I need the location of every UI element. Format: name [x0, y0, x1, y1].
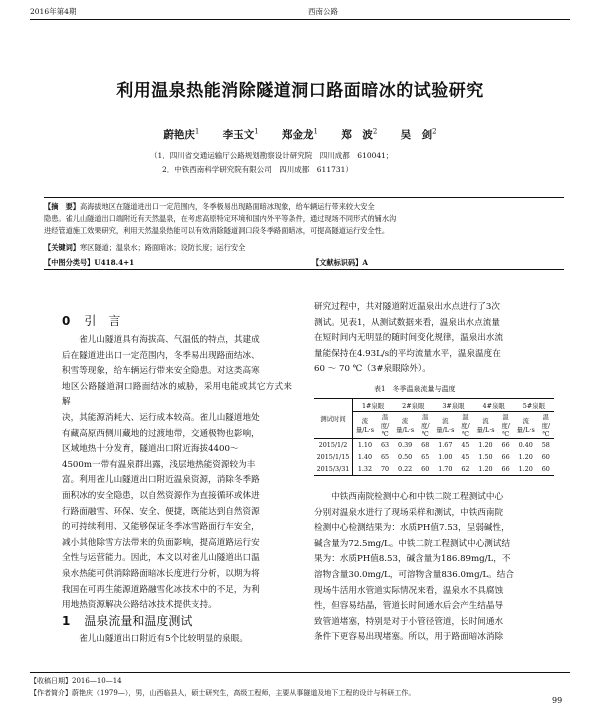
- table-header: 5#泉眼: [522, 401, 545, 410]
- section-heading: 0 引 言: [62, 314, 121, 328]
- author: 郑 波$^2$: [341, 127, 378, 141]
- table-row: 2015/3/31 1.32 70 0.22 60 1.70 62 1.20 66 1.20 60: [314, 463, 554, 476]
- table-header: 3#泉眼: [442, 401, 465, 410]
- abstract: [44, 201, 564, 237]
- data-table: [314, 398, 554, 476]
- abstract-line: 进经管道施工效果研究，利用天然温泉热能可以有效消除隧道洞口段冬季路面暗冰，可提高隧道运行安全性。: [44, 226, 390, 235]
- table-header: 2#泉眼: [402, 401, 425, 410]
- sub-header: 温度/℃: [420, 413, 430, 438]
- section-heading: 1 温泉流量和温度测试: [62, 614, 193, 628]
- classification-row: [44, 258, 564, 268]
- doc-code-label: 【文献标识码】: [312, 258, 363, 267]
- right-paragraph-top: 研究过程中，共对隧道附近温泉出水点进行了3次 测试。见表1，从测试数据来看，温泉出水点流量 在短时间内无明显的随时间变化规律，温泉出水流 量能保持在4.93L/s的平均流量水平，温泉温度在 60 ～ 70 ℃（3#泉眼除外）。: [314, 302, 504, 375]
- running-header: [30, 6, 570, 20]
- sub-header: 流量/L·s: [355, 417, 374, 434]
- sub-header: 流量/L·s: [516, 417, 535, 434]
- sub-header: 流量/L·s: [436, 417, 455, 434]
- footnote-rule: [30, 672, 570, 673]
- header-rule: [30, 19, 570, 20]
- keywords: [44, 243, 564, 253]
- right-paragraph-bottom: 中铁西南院检测中心和中铁二院工程测试中心 分别对温泉水进行了现场采样和测试，中铁西南院 检测中心检测结果为：水质PH值7.53，呈弱碱性， 碱含量为72.5mg/L。中铁二院工程测试中心测试结 果为：水质PH值8.53，碱含量为186.89mg/L，不 溶物含量30.0mg/L，可溶物含量836.0mg/L。结合 现场牛活用水管道实际情况来看，温泉水不具腐蚀 性，但容易结晶，管道长时间通水后会产生结晶导 致管道堵塞，特别是对于小管径管道，长时间通水 条件下更容易出现堵塞。所以，用于路面暗冰消除: [314, 492, 514, 643]
- abstract-rule-bottom: [44, 269, 564, 270]
- sub-header: 温度/℃: [461, 413, 470, 438]
- intro-paragraph: 雀儿山隧道具有海拔高、气温低的特点，其建成 后在隧道进出口一定范围内，冬季易出现路面结冰、 积雪等现象，给车辆运行带来安全隐患。对这类高寒 地区公路隧道洞口路面结冰的威胁，采用电能或其它方式来解 决，其能源消耗大、运行成本较高。雀儿山隧道地处 有藏高原西侧川藏地的过渡地带，交通极物也影响， 区域地热十分发育，隧道出口附近海拔4400～ 4500m一带有温泉群出露，浅层地热能资源较为丰 富。利用雀儿山隧道出口附近温泉资源，消除冬季路 面积冰的安全隐患，以自然资源作为直接循环或体进 行路面融雪、环保、安全、便捷，既能达到自然资源 的可持续利用、又能够保证冬季冰雪路面行车安全， 减小其他除雪方法带来的负面影响，提高道路运行安 全性与运营能力。因此，本文以对雀儿山隧道出口温 泉水热能可供消除路面暗冰长度进行分析，以期为将 我国在可再生能源道路融雪化冰技术中的不足，为利 用地热资源解决公路结冰技术提供支持。: [62, 335, 292, 611]
- author: 郑金龙$^1$: [282, 127, 318, 141]
- author-bio: 【作者简介】蔚艳庆（1979—），男，山西临县人，硕士研究生，高级工程师，主要从事隧道及地下工程的设计与科研工作。: [30, 689, 416, 697]
- table-caption: 表1 冬季温泉流量与温度: [374, 385, 456, 393]
- sub-header: 温度/℃: [380, 413, 390, 438]
- affiliation-line: 2．中铁西南科学研究院有限公司 四川成都 611731）: [162, 165, 353, 174]
- abstract-label: 【摘 要】: [44, 202, 80, 211]
- sub-header: 温度/℃: [501, 413, 510, 438]
- sub-header: 流量/L·s: [476, 417, 495, 434]
- abstract-rule-top: [44, 197, 564, 198]
- clc-value: U418.4+1: [94, 258, 135, 267]
- sub-header: 流量/L·s: [396, 417, 415, 434]
- sub-header: 温度/℃: [541, 413, 551, 438]
- page-number: 99: [552, 696, 563, 705]
- table-row: 2015/1/2 1.10 63 0.39 68 1.67 45 1.20 66 0.40 58: [314, 439, 554, 452]
- author: 蔚艳庆$^1$: [163, 127, 200, 141]
- doc-code-value: A: [362, 258, 368, 267]
- author: 李玉文$^1$: [222, 127, 259, 141]
- author-list: [30, 127, 570, 142]
- section1-paragraph: 雀儿山隧道出口附近有5个比较明显的泉眼。: [62, 634, 248, 644]
- table-row: 2015/1/15 1.40 65 0.50 65 1.00 45 1.50 66 1.20 60: [314, 451, 554, 463]
- keywords-label: 【关键词】: [44, 243, 80, 252]
- table-header: 测试时间: [314, 399, 353, 439]
- table-header: 4#泉眼: [482, 401, 505, 410]
- table-header: 1#泉眼: [361, 401, 385, 410]
- abstract-line: 高海拔地区在隧道进出口一定范围内，冬季极易出现路面暗冰现象，给车辆运行带来较大安全: [79, 202, 375, 211]
- author: 吴 剑$^2$: [400, 127, 437, 141]
- received-date: 【收稿日期】2016—10—14: [30, 677, 122, 685]
- issue-label: 2016年第4期: [30, 7, 77, 16]
- clc-label: 【中图分类号】: [44, 258, 95, 267]
- paper-title: 利用温泉热能消除隧道洞口路面暗冰的试验研究: [116, 81, 484, 101]
- journal-name: 西南公路: [308, 7, 338, 16]
- abstract-line: 隐患。雀儿山隧道出口端附近有天然温泉，在考虑高原特定环境和国内外平等条件，通过现场不同形式的铺水沟: [44, 214, 397, 223]
- keywords-text: 寒区隧道；温泉水；路面暗冰；设防长度；运行安全: [79, 243, 246, 252]
- affiliation-line: （1．四川省交通运输厅公路规划勘察设计研究院 四川成都 610041；: [150, 151, 394, 160]
